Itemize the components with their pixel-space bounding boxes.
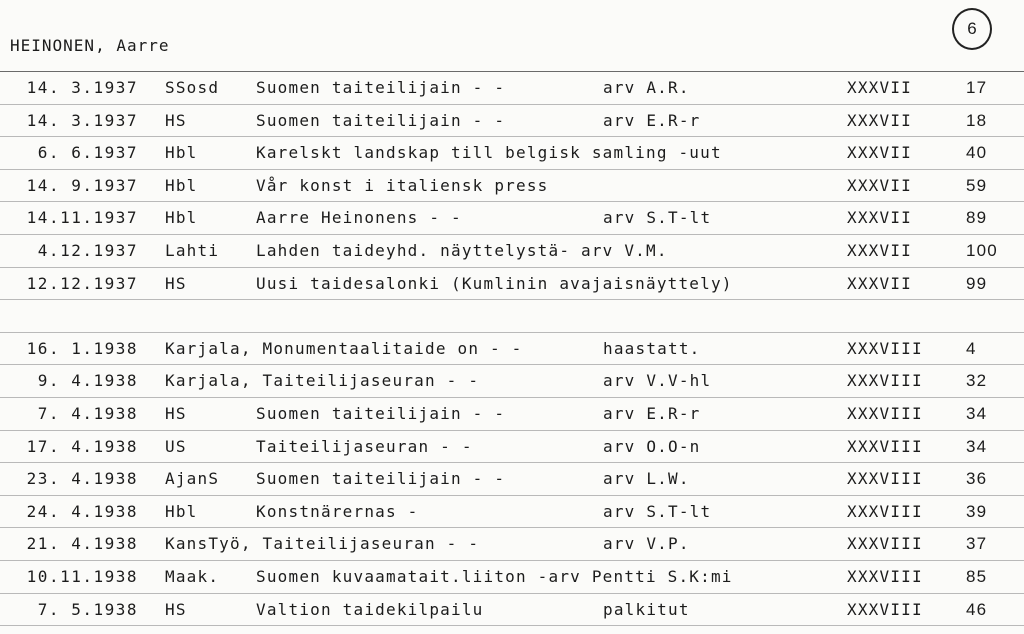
entry-source: Hbl	[165, 501, 198, 521]
entry-page: 4	[966, 338, 977, 358]
entry-reviewer: arv L.W.	[603, 469, 690, 489]
entry-source: Hbl	[165, 208, 198, 228]
entry-page: 59	[966, 175, 988, 195]
entry-row	[0, 365, 1024, 398]
entry-source: US	[165, 436, 187, 456]
entry-list	[0, 72, 1024, 626]
entry-page: 39	[966, 501, 988, 521]
entry-title: Taiteilijaseuran - -	[256, 436, 473, 456]
entry-date: 23. 4.1938	[26, 469, 138, 489]
entry-page: 36	[966, 469, 988, 489]
entry-volume: XXXVII	[847, 175, 912, 195]
entry-source: Karjala, Taiteilijaseuran - -	[165, 371, 480, 391]
entry-source: SSosd	[165, 78, 220, 97]
entry-page: 34	[966, 403, 988, 423]
entry-title: Valtion taidekilpailu	[256, 599, 484, 619]
entry-source: HS	[165, 403, 187, 423]
entry-page: 46	[966, 599, 988, 619]
entry-reviewer: haastatt.	[603, 338, 701, 358]
entry-volume: XXXVIII	[847, 501, 923, 521]
entry-source: Hbl	[165, 175, 198, 195]
entry-source: AjanS	[165, 469, 220, 489]
entry-title: Suomen taiteilijain - -	[256, 403, 506, 423]
entry-row	[0, 105, 1024, 138]
entry-reviewer: arv E.R-r	[603, 403, 701, 423]
entry-volume: XXXVIII	[847, 469, 923, 489]
entry-row	[0, 333, 1024, 366]
entry-page: 89	[966, 208, 988, 228]
entry-title: Suomen taiteilijain - -	[256, 110, 506, 130]
entry-title: Uusi taidesalonki (Kumlinin avajaisnäyttely)	[256, 273, 733, 293]
entry-reviewer: arv S.T-lt	[603, 501, 712, 521]
entry-title: Aarre Heinonens - -	[256, 208, 462, 228]
entry-date: 12.12.1937	[26, 273, 138, 293]
entry-volume: XXXVII	[847, 208, 912, 228]
entry-date: 21. 4.1938	[26, 534, 138, 554]
entry-page: 17	[966, 78, 988, 97]
entry-volume: XXXVII	[847, 240, 912, 260]
entry-reviewer: arv E.R-r	[603, 110, 701, 130]
entry-title: Konstnärernas -	[256, 501, 419, 521]
entry-page: 100	[966, 240, 998, 260]
entry-source: KansTyö, Taiteilijaseuran - -	[165, 534, 480, 554]
entry-source: Lahti	[165, 240, 220, 260]
entry-reviewer: palkitut	[603, 599, 690, 619]
entry-date: 7. 4.1938	[37, 403, 138, 423]
entry-row	[0, 235, 1024, 268]
entry-date: 17. 4.1938	[26, 436, 138, 456]
entry-volume: XXXVII	[847, 143, 912, 163]
entry-title: Suomen taiteilijain - -	[256, 78, 506, 97]
entry-volume: XXXVII	[847, 110, 912, 130]
entry-page: 99	[966, 273, 988, 293]
entry-date: 4.12.1937	[37, 240, 138, 260]
entry-date: 24. 4.1938	[26, 501, 138, 521]
entry-volume: XXXVIII	[847, 436, 923, 456]
entry-page: 32	[966, 371, 988, 391]
entry-volume: XXXVII	[847, 273, 912, 293]
entry-row	[0, 202, 1024, 235]
entry-reviewer: arv S.T-lt	[603, 208, 712, 228]
entry-title: Suomen kuvaamatait.liiton -arv Pentti S.K:mi	[256, 566, 733, 586]
entry-volume: XXXVIII	[847, 534, 923, 554]
entry-volume: XXXVII	[847, 78, 912, 97]
entry-volume: XXXVIII	[847, 338, 923, 358]
entry-title: Vår konst i italiensk press	[256, 175, 549, 195]
entry-date: 9. 4.1938	[37, 371, 138, 391]
entry-title: Karelskt landskap till belgisk samling -uut	[256, 143, 722, 163]
entry-reviewer: arv O.O-n	[603, 436, 701, 456]
entry-date: 14. 9.1937	[26, 175, 138, 195]
entry-volume: XXXVIII	[847, 566, 923, 586]
entry-date: 14. 3.1937	[26, 78, 138, 97]
entry-reviewer: arv V.P.	[603, 534, 690, 554]
entry-row	[0, 170, 1024, 203]
entry-date: 16. 1.1938	[26, 338, 138, 358]
entry-reviewer: arv A.R.	[603, 78, 690, 97]
entry-row	[0, 561, 1024, 594]
card-page-number: 6	[952, 8, 992, 50]
entry-volume: XXXVIII	[847, 403, 923, 423]
entry-title: Lahden taideyhd. näyttelystä- arv V.M.	[256, 240, 668, 260]
entry-source: HS	[165, 110, 187, 130]
entry-reviewer: arv V.V-hl	[603, 371, 712, 391]
entry-row	[0, 268, 1024, 301]
entry-date: 6. 6.1937	[37, 143, 138, 163]
entry-row	[0, 398, 1024, 431]
blank-row	[0, 300, 1024, 333]
entry-volume: XXXVIII	[847, 371, 923, 391]
entry-page: 85	[966, 566, 988, 586]
entry-row	[0, 431, 1024, 464]
entry-row	[0, 137, 1024, 170]
entry-date: 14. 3.1937	[26, 110, 138, 130]
entry-page: 40	[966, 143, 988, 163]
entry-page: 37	[966, 534, 988, 554]
entry-source: HS	[165, 599, 187, 619]
entry-source: HS	[165, 273, 187, 293]
entry-page: 34	[966, 436, 988, 456]
entry-row	[0, 496, 1024, 529]
entry-source: Hbl	[165, 143, 198, 163]
entry-volume: XXXVIII	[847, 599, 923, 619]
entry-page: 18	[966, 110, 988, 130]
entry-row	[0, 528, 1024, 561]
entry-row	[0, 594, 1024, 627]
entry-source: Maak.	[165, 566, 220, 586]
entry-date: 7. 5.1938	[37, 599, 138, 619]
entry-source: Karjala, Monumentaalitaide on - -	[165, 338, 523, 358]
entry-date: 14.11.1937	[26, 208, 138, 228]
entry-date: 10.11.1938	[26, 566, 138, 586]
entry-title: Suomen taiteilijain - -	[256, 469, 506, 489]
card-person-name: HEINONEN, Aarre	[10, 36, 170, 55]
entry-row	[0, 72, 1024, 105]
entry-row	[0, 463, 1024, 496]
